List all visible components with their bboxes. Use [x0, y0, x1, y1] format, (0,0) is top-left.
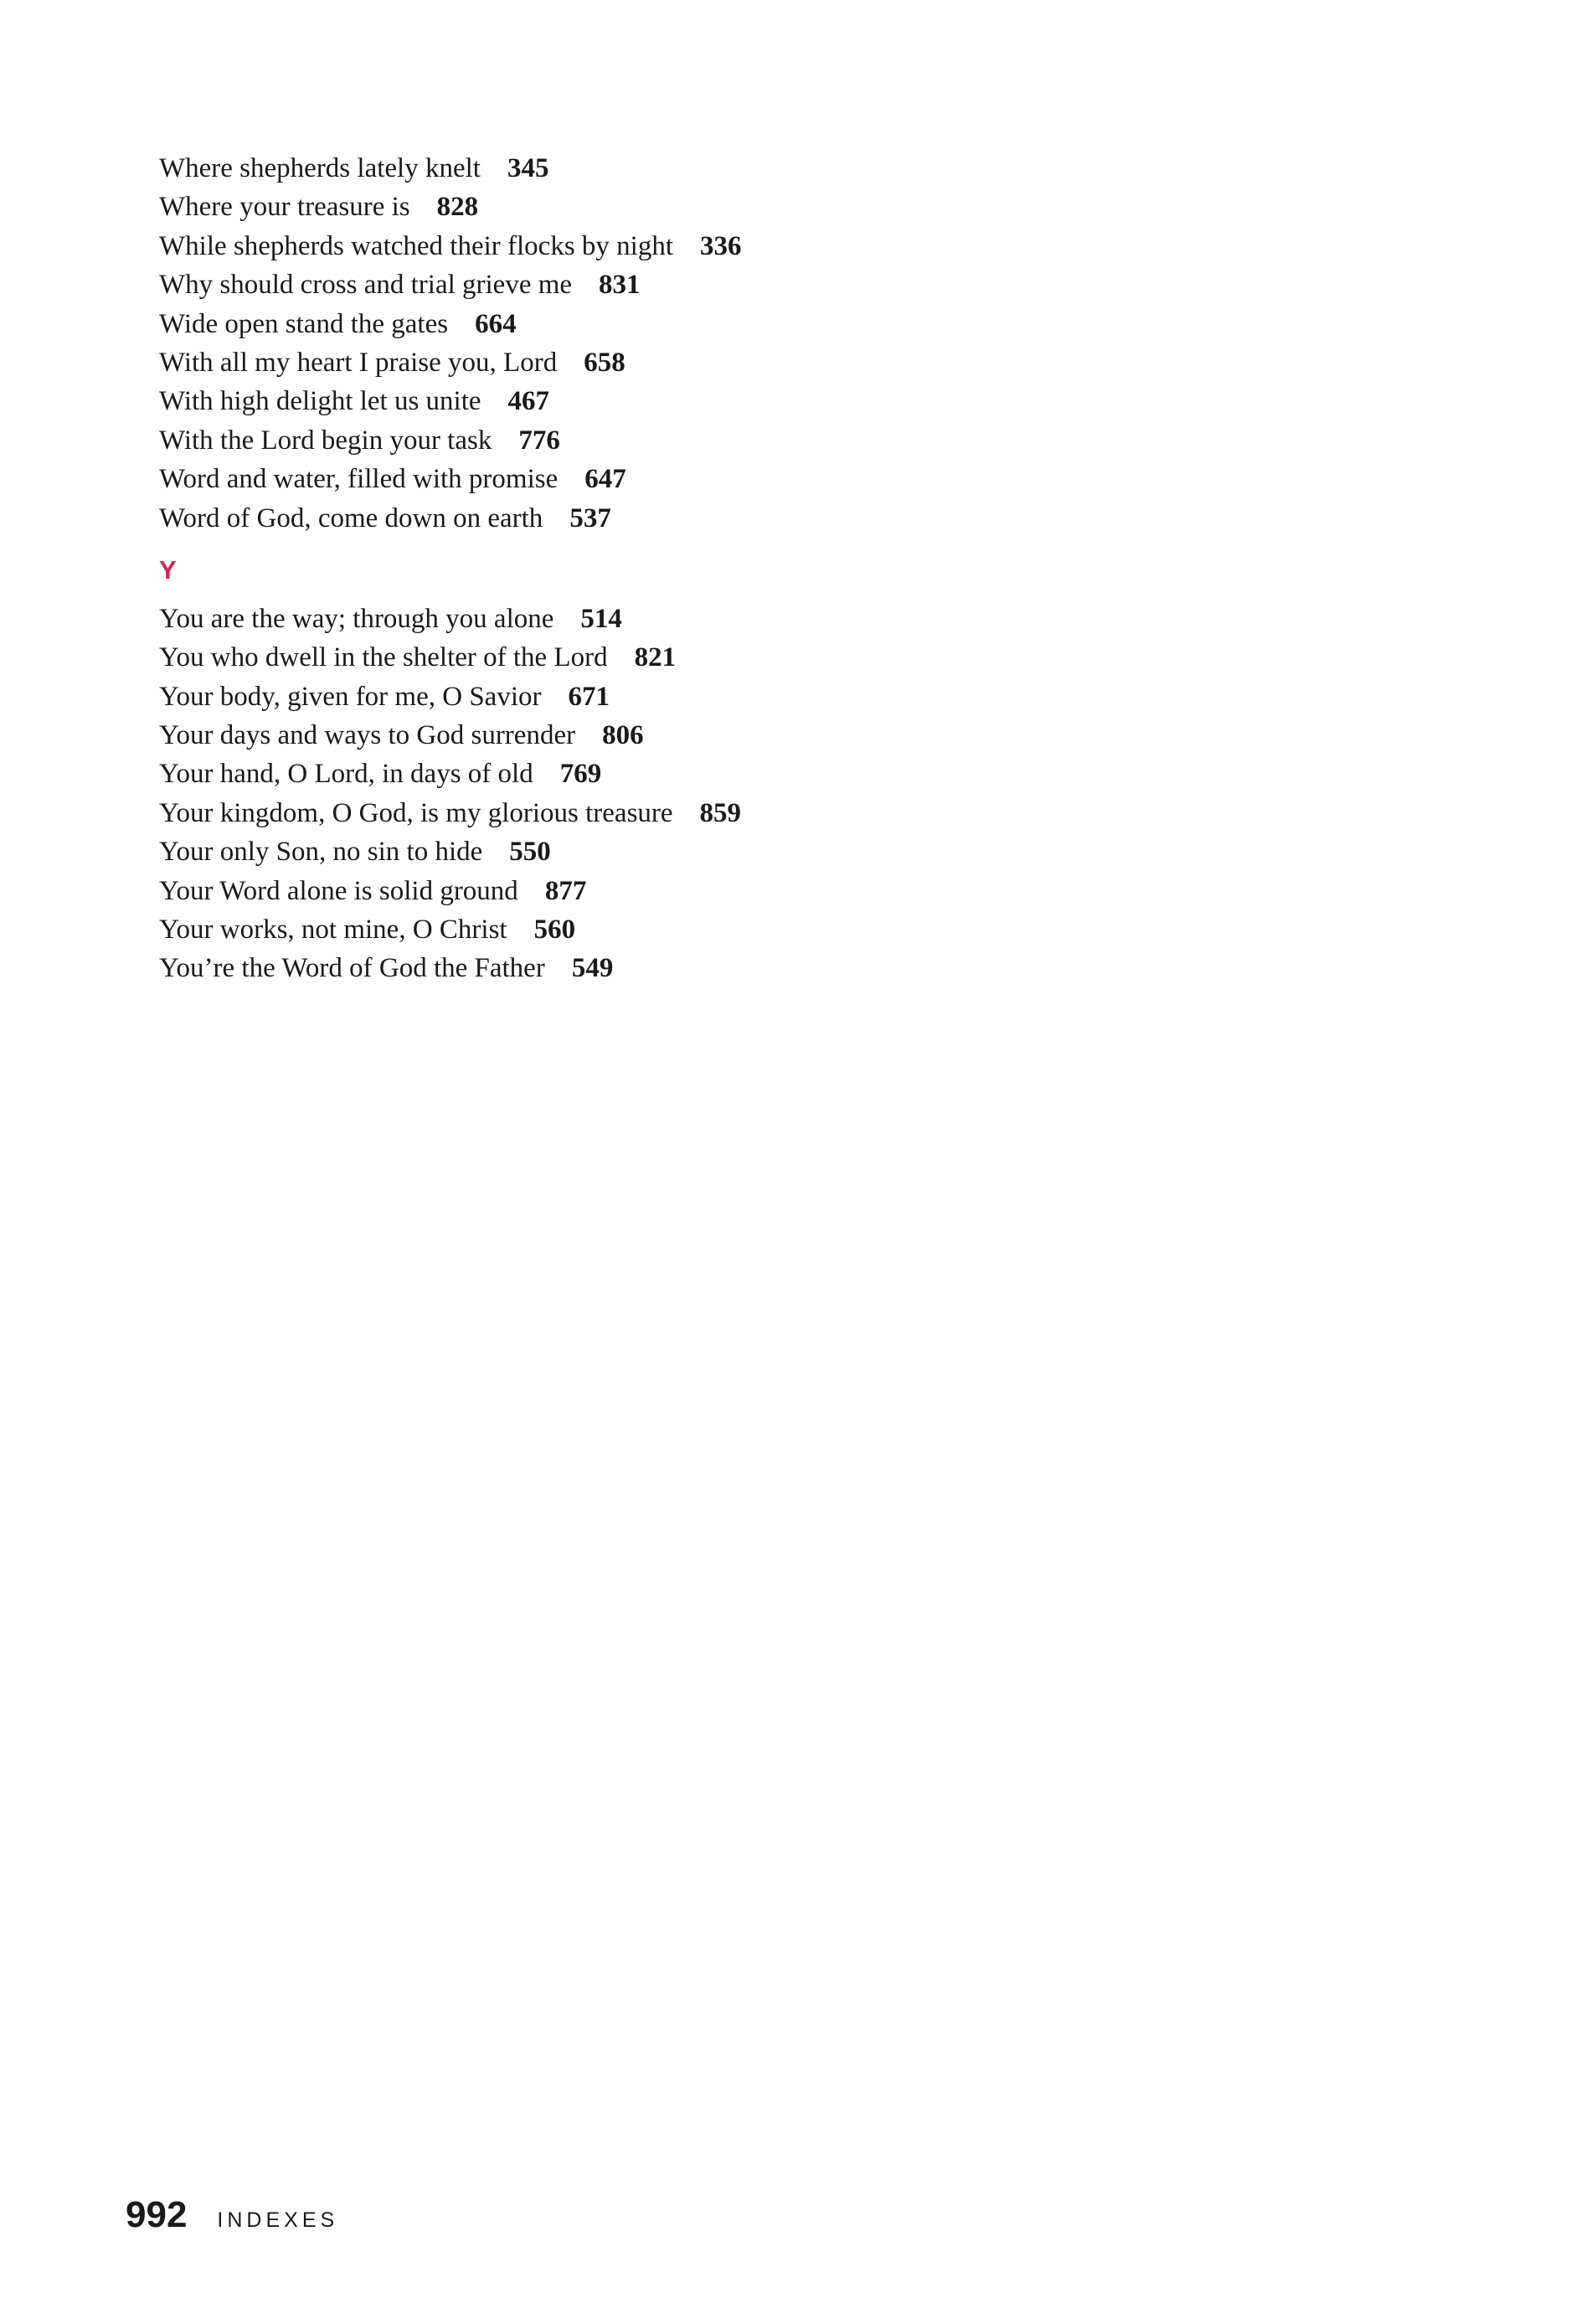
hymn-title: Wide open stand the gates — [159, 308, 449, 339]
hymn-number: 821 — [634, 642, 677, 673]
hymn-title: With the Lord begin your task — [159, 425, 492, 456]
hymn-title: Word and water, filled with promise — [159, 464, 559, 495]
index-entry — [159, 149, 1080, 188]
hymn-number: 828 — [436, 192, 479, 223]
hymn-title: Where shepherds lately knelt — [159, 153, 481, 183]
index-entry — [159, 305, 1080, 343]
hymn-number: 859 — [699, 797, 742, 828]
hymn-number: 345 — [507, 153, 549, 183]
hymn-number: 776 — [518, 425, 560, 456]
page-footer — [126, 2194, 338, 2244]
hymn-title: You are the way; through you alone — [159, 603, 554, 634]
hymn-title: Your kingdom, O God, is my glorious treasure — [159, 797, 673, 828]
index-entry — [159, 678, 1080, 716]
hymn-number: 514 — [580, 603, 622, 634]
index-entry — [159, 872, 1080, 910]
hymn-title: While shepherds watched their flocks by night — [159, 230, 673, 261]
hymn-title: Where your treasure is — [159, 192, 410, 223]
hymn-number: 831 — [599, 270, 641, 301]
index-entry — [159, 716, 1080, 755]
hymn-number: 336 — [700, 230, 742, 261]
index-entry — [159, 188, 1080, 226]
hymn-number: 806 — [602, 720, 644, 751]
index-section-y-list — [159, 600, 1080, 988]
index-entry — [159, 227, 1080, 265]
hymn-number: 877 — [544, 875, 587, 906]
page-number: 992 — [126, 2194, 188, 2235]
hymn-title: Your works, not mine, O Christ — [159, 915, 507, 946]
hymn-title: With all my heart I praise you, Lord — [159, 347, 558, 378]
index-entry — [159, 382, 1080, 420]
hymn-number: 647 — [584, 464, 626, 495]
hymn-title: You who dwell in the shelter of the Lord — [159, 642, 608, 673]
hymn-title: You’re the Word of God the Father — [159, 953, 545, 984]
index-entry — [159, 910, 1080, 949]
hymn-number: 467 — [507, 386, 550, 417]
hymn-title: Your Word alone is solid ground — [159, 875, 518, 906]
index-entry — [159, 343, 1080, 382]
hymn-title: Your only Son, no sin to hide — [159, 837, 483, 868]
hymn-title: Why should cross and trial grieve me — [159, 270, 573, 301]
hymn-index — [159, 149, 1080, 988]
index-entry — [159, 832, 1080, 871]
hymn-number: 550 — [509, 837, 551, 868]
hymn-number: 664 — [475, 308, 517, 339]
hymn-number: 769 — [559, 759, 602, 790]
index-entry — [159, 499, 1080, 538]
index-entry — [159, 421, 1080, 460]
hymn-title: Word of God, come down on earth — [159, 502, 543, 533]
index-entry — [159, 265, 1080, 304]
index-entry — [159, 600, 1080, 638]
hymn-number: 658 — [584, 347, 625, 378]
hymn-title: Your body, given for me, O Savior — [159, 681, 542, 712]
index-entry — [159, 794, 1080, 832]
hymn-title: Your days and ways to God surrender — [159, 720, 576, 751]
hymn-number: 671 — [568, 681, 610, 712]
hymn-number: 560 — [533, 915, 576, 946]
index-entry — [159, 755, 1080, 793]
section-letter-heading: Y — [159, 554, 177, 585]
running-head: INDEXES — [217, 2208, 339, 2232]
index-section-w-list — [159, 149, 1080, 538]
hymn-title: Your hand, O Lord, in days of old — [159, 759, 533, 790]
hymn-title: With high delight let us unite — [159, 386, 481, 417]
index-entry — [159, 460, 1080, 498]
hymn-number: 537 — [569, 502, 611, 533]
index-entry — [159, 638, 1080, 677]
hymn-number: 549 — [571, 953, 614, 984]
index-entry — [159, 949, 1080, 987]
